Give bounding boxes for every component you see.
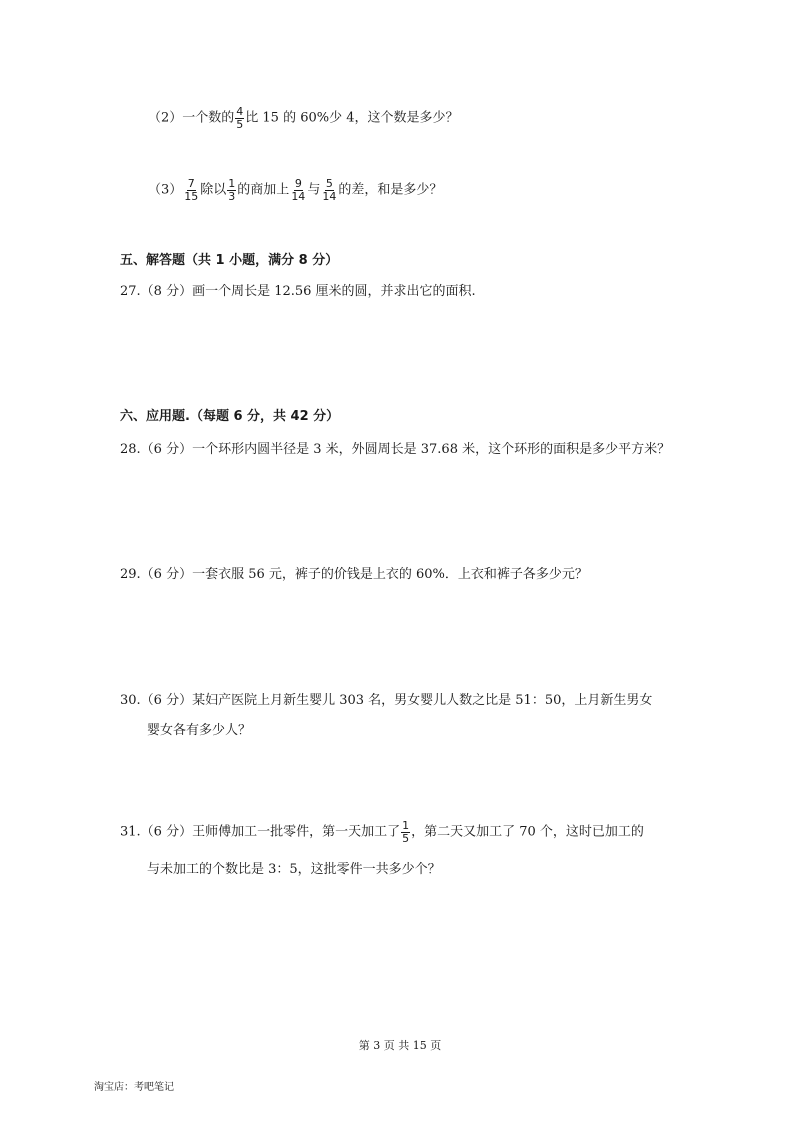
- question-29: 29.（6 分）一套衣服 56 元，裤子的价钱是上衣的 60%．上衣和裤子各多少元？: [120, 567, 588, 582]
- question-30-line-2: 婴女各有多少人？: [147, 723, 252, 738]
- fraction: [321, 178, 337, 202]
- section-6-title: 六、应用题.（每题 6 分，共 42 分）: [120, 409, 340, 424]
- question-30-line-1: 30.（6 分）某妇产医院上月新生婴儿 303 名，男女婴儿人数之比是 51：50，上月新生男女: [120, 693, 653, 708]
- fraction-numerator: 1: [402, 819, 410, 832]
- fraction: [183, 178, 199, 202]
- question-26-part-2: [148, 106, 459, 130]
- fraction-numerator: 5: [325, 177, 333, 190]
- fraction-denominator: 14: [322, 189, 337, 203]
- fraction: [290, 178, 306, 202]
- fraction-denominator: 15: [184, 189, 199, 203]
- q26-2-text-after: 比 15 的 60%少 4，这个数是多少？: [245, 110, 459, 126]
- question-31-line-2: 与未加工的个数比是 3：5，这批零件一共多少个？: [147, 862, 441, 877]
- fraction-numerator: 1: [228, 177, 236, 190]
- q26-3-text: 的商加上: [237, 182, 290, 198]
- q26-3-label: （3）: [148, 182, 183, 198]
- q26-3-text: 除以: [200, 182, 227, 198]
- fraction-denominator: 5: [402, 831, 410, 845]
- fraction: [227, 178, 236, 202]
- fraction-denominator: 14: [291, 189, 306, 203]
- shop-label: 淘宝店：考吧笔记: [94, 1082, 174, 1093]
- fraction-numerator: 9: [294, 177, 302, 190]
- q26-3-text-after: 的差，和是多少？: [338, 182, 443, 198]
- fraction-numerator: 7: [187, 177, 195, 190]
- question-28: 28.（6 分）一个环形内圆半径是 3 米，外圆周长是 37.68 米，这个环形的面积是多少平方米？: [120, 442, 671, 457]
- page-number: 第 3 页 共 15 页: [358, 1039, 442, 1052]
- fraction: [401, 820, 410, 844]
- question-26-part-3: [148, 178, 442, 202]
- q31-text-after: ，第二天又加工了 70 个，这时已加工的: [411, 824, 644, 840]
- q26-3-text: 与: [307, 182, 321, 198]
- fraction-denominator: 3: [228, 189, 236, 203]
- q26-2-text-before: （2）一个数的: [148, 110, 235, 126]
- fraction: [235, 106, 244, 130]
- q31-text-before: 31.（6 分）王师傅加工一批零件，第一天加工了: [120, 824, 401, 840]
- question-27: 27.（8 分）画一个周长是 12.56 厘米的圆，并求出它的面积.: [120, 284, 476, 299]
- fraction-numerator: 4: [236, 105, 244, 118]
- question-31-line-1: [120, 820, 644, 844]
- section-5-title: 五、解答题（共 1 小题，满分 8 分）: [120, 253, 339, 268]
- fraction-denominator: 5: [236, 117, 244, 131]
